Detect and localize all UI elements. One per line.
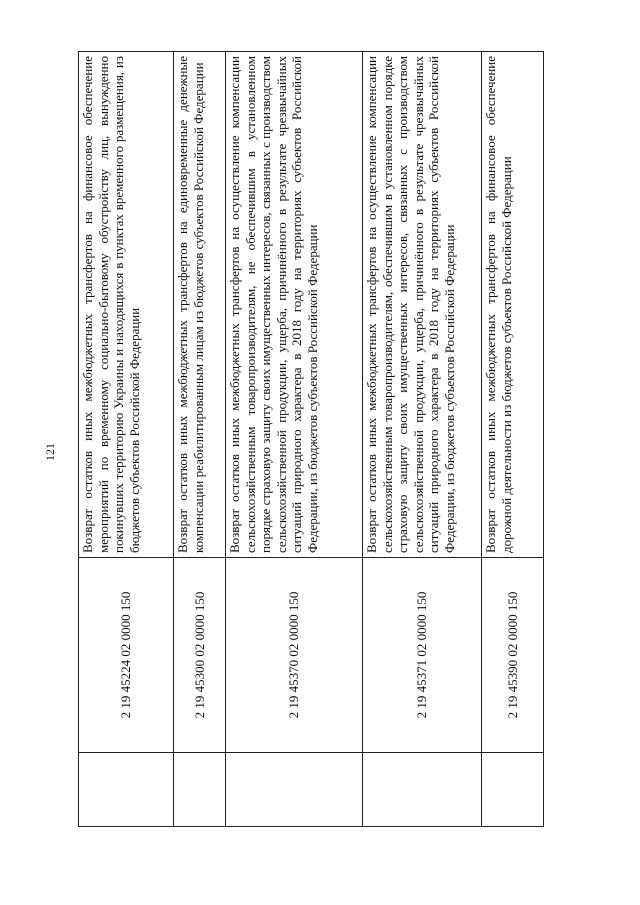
table-row xyxy=(79,52,174,827)
empty-cell xyxy=(363,753,482,827)
description-cell: Возврат остатков иных межбюджетных трансфертов на осуществление компенсации сельскохозяйственным товаропроизводителям, обеспечившим в установленном порядке страховую защиту своих имущественных интересов, связанных с производством сельскохозяйственной продукции, ущерба, причинённого в результате чрезвычайных ситуаций природного характера в 2018 году на территориях субъектов Российской Федерации, из бюджетов субъектов Российской Федерации xyxy=(363,52,482,558)
budget-codes-table xyxy=(78,51,544,827)
description-cell: Возврат остатков иных межбюджетных трансфертов на осуществление компенсации сельскохозяйственным товаропроизводителям, не обеспечившим в установленном порядке страховую защиту своих имущественных интересов, связанных с производством сельскохозяйственной продукции, ущерба, причинённого в результате чрезвычайных ситуаций природного характера в 2018 году на территориях субъектов Российской Федерации, из бюджетов субъектов Российской Федерации xyxy=(226,52,363,558)
empty-cell xyxy=(482,753,544,827)
table-row xyxy=(226,52,363,827)
table-row xyxy=(174,52,226,827)
empty-cell xyxy=(79,753,174,827)
table-row xyxy=(482,52,544,827)
rotated-table-container xyxy=(78,52,543,827)
description-cell: Возврат остатков иных межбюджетных трансфертов на финансовое обеспечение мероприятий по временному социально-бытовому обустройству лиц, вынужденно покинувших территорию Украины и находящихся в пунктах временного размещения, из бюджетов субъектов Российской Федерации xyxy=(79,52,174,558)
empty-cell xyxy=(174,753,226,827)
budget-code-cell: 2 19 45224 02 0000 150 xyxy=(79,558,174,753)
budget-code-cell: 2 19 45371 02 0000 150 xyxy=(363,558,482,753)
budget-code-cell: 2 19 45300 02 0000 150 xyxy=(174,558,226,753)
description-cell: Возврат остатков иных межбюджетных трансфертов на финансовое обеспечение дорожной деятельности из бюджетов субъектов Российской Федерации xyxy=(482,52,544,558)
page-number: 121 xyxy=(43,443,57,461)
budget-code-cell: 2 19 45370 02 0000 150 xyxy=(226,558,363,753)
table-row xyxy=(363,52,482,827)
description-cell: Возврат остатков иных межбюджетных трансфертов на единовременные денежные компенсации реабилитированным лицам из бюджетов субъектов Российской Федерации xyxy=(174,52,226,558)
empty-cell xyxy=(226,753,363,827)
budget-code-cell: 2 19 45390 02 0000 150 xyxy=(482,558,544,753)
